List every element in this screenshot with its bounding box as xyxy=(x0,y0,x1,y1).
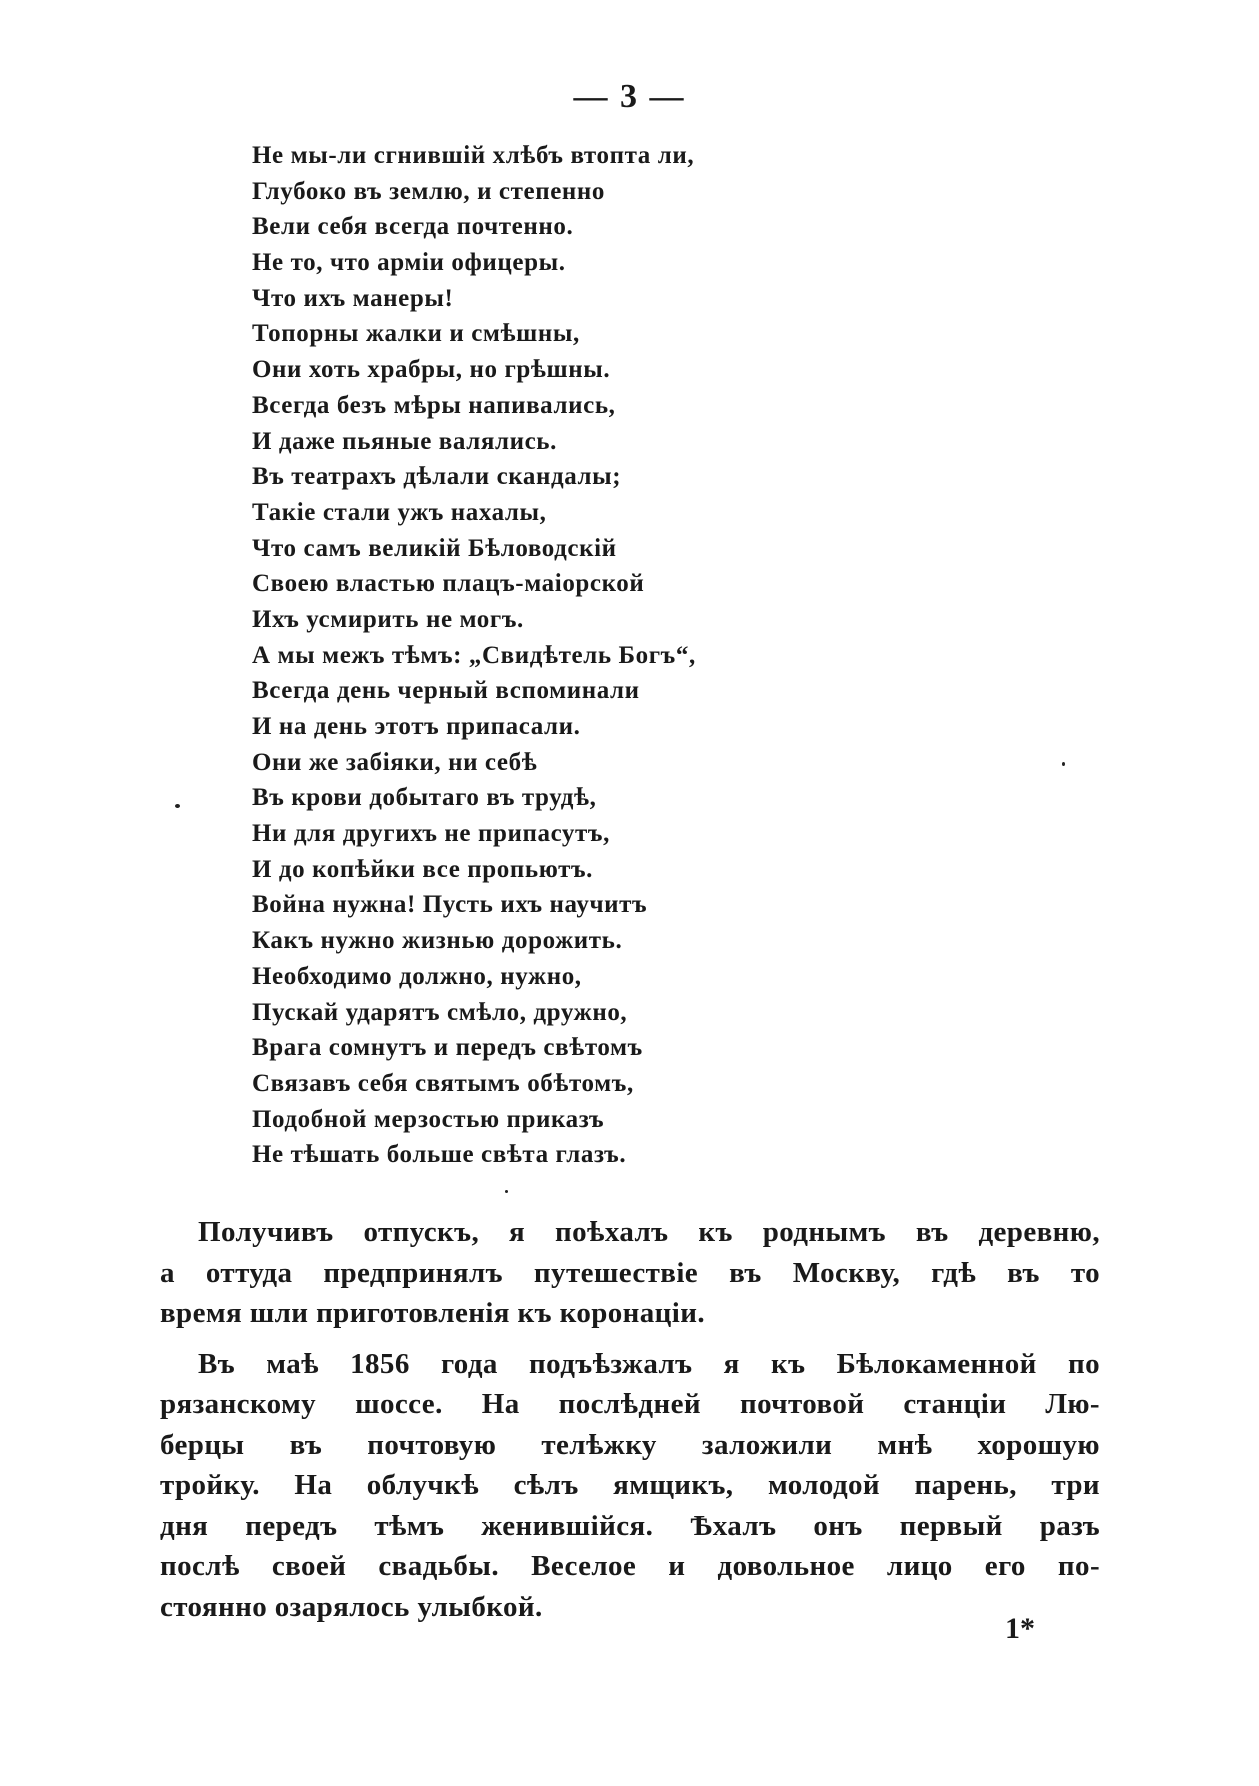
paragraph-line: стоянно озарялось улыбкой. xyxy=(160,1590,543,1623)
page-number: — 3 — xyxy=(573,78,686,115)
paragraph-line: а оттуда предпринялъ путешествіе въ Москву, гдѣ въ то xyxy=(160,1256,1100,1289)
paragraph-line: берцы въ почтовую телѣжку заложили мнѣ хорошую xyxy=(160,1428,1100,1461)
poem-line: Всегда день черный вспоминали xyxy=(252,677,640,705)
ink-speck xyxy=(505,1190,508,1193)
paragraph-line: послѣ своей свадьбы. Веселое и довольное лицо его по- xyxy=(160,1550,1100,1582)
poem-line: Такіе стали ужъ нахалы, xyxy=(252,498,547,526)
poem-line: Подобной мерзостью приказъ xyxy=(252,1105,605,1133)
poem-line: Не мы-ли сгнившій хлѣбъ втопта ли, xyxy=(252,142,695,169)
poem-line: Глубоко въ землю, и степенно xyxy=(252,177,606,205)
paragraph xyxy=(160,1344,1100,1628)
poem-line: Въ театрахъ дѣлали скандалы; xyxy=(252,463,622,491)
poem-line: Война нужна! Пусть ихъ научитъ xyxy=(252,891,648,919)
poem-line: Они хоть храбры, но грѣшны. xyxy=(252,356,611,384)
poem-line: Что самъ великій Бѣловодскій xyxy=(252,534,617,562)
poem-line: Связавъ себя святымъ обѣтомъ, xyxy=(252,1069,634,1097)
paragraph-line: Получивъ отпускъ, я поѣхалъ къ роднымъ въ деревню, xyxy=(198,1216,1100,1248)
poem-line: Не то, что арміи офицеры. xyxy=(252,249,566,277)
poem-line: Своею властью плацъ-маіорской xyxy=(252,570,645,598)
paragraph-gap xyxy=(160,1334,1100,1344)
poem-line: Какъ нужно жизнью дорожить. xyxy=(252,927,623,955)
poem-line: Топорны жалки и смѣшны, xyxy=(252,320,580,348)
poem-line: И даже пьяные валялись. xyxy=(252,427,557,455)
poem-line: Врага сомнутъ и передъ свѣтомъ xyxy=(252,1034,643,1062)
poem-line: И на день этотъ припасали. xyxy=(252,713,581,740)
paragraph-line: Въ маѣ 1856 года подъѣзжалъ я къ Бѣлокаменной по xyxy=(198,1347,1100,1380)
poem-line: Необходимо должно, нужно, xyxy=(252,962,582,990)
poem-line: Не тѣшать больше свѣта глазъ. xyxy=(252,1141,627,1169)
poem-line: И до копѣйки все пропьютъ. xyxy=(252,855,594,883)
poem-line: Что ихъ манеры! xyxy=(252,284,454,312)
poem-line: Ихъ усмирить не могъ. xyxy=(252,605,524,633)
paragraph-line: время шли приготовленія къ коронаціи. xyxy=(160,1297,705,1329)
poem-line: Вели себя всегда почтенно. xyxy=(252,213,574,241)
poem-line: Они же забіяки, ни себѣ xyxy=(252,748,538,776)
poem-line: А мы межъ тѣмъ: „Свидѣтель Богъ“, xyxy=(252,641,696,669)
paragraph-line: тройку. На облучкѣ сѣлъ ямщикъ, молодой парень, три xyxy=(160,1469,1100,1501)
poem-line: Всегда безъ мѣры напивались, xyxy=(252,391,616,419)
poem-line: Ни для другихъ не припасутъ, xyxy=(252,820,610,848)
prose-block xyxy=(160,1212,1100,1627)
poem-block xyxy=(252,138,1052,1173)
paragraph xyxy=(160,1212,1100,1334)
poem-line: Пускай ударятъ смѣло, дружно, xyxy=(252,998,628,1026)
ink-speck xyxy=(1062,762,1065,766)
ink-speck xyxy=(175,804,180,808)
paragraph-line: рязанскому шоссе. На послѣдней почтовой станціи Лю- xyxy=(160,1388,1100,1420)
poem-line: Въ крови добытаго въ трудѣ, xyxy=(252,784,597,812)
signature-mark: 1* xyxy=(1005,1612,1035,1645)
paragraph-line: дня передъ тѣмъ женившійся. Ѣхалъ онъ первый разъ xyxy=(160,1509,1100,1542)
